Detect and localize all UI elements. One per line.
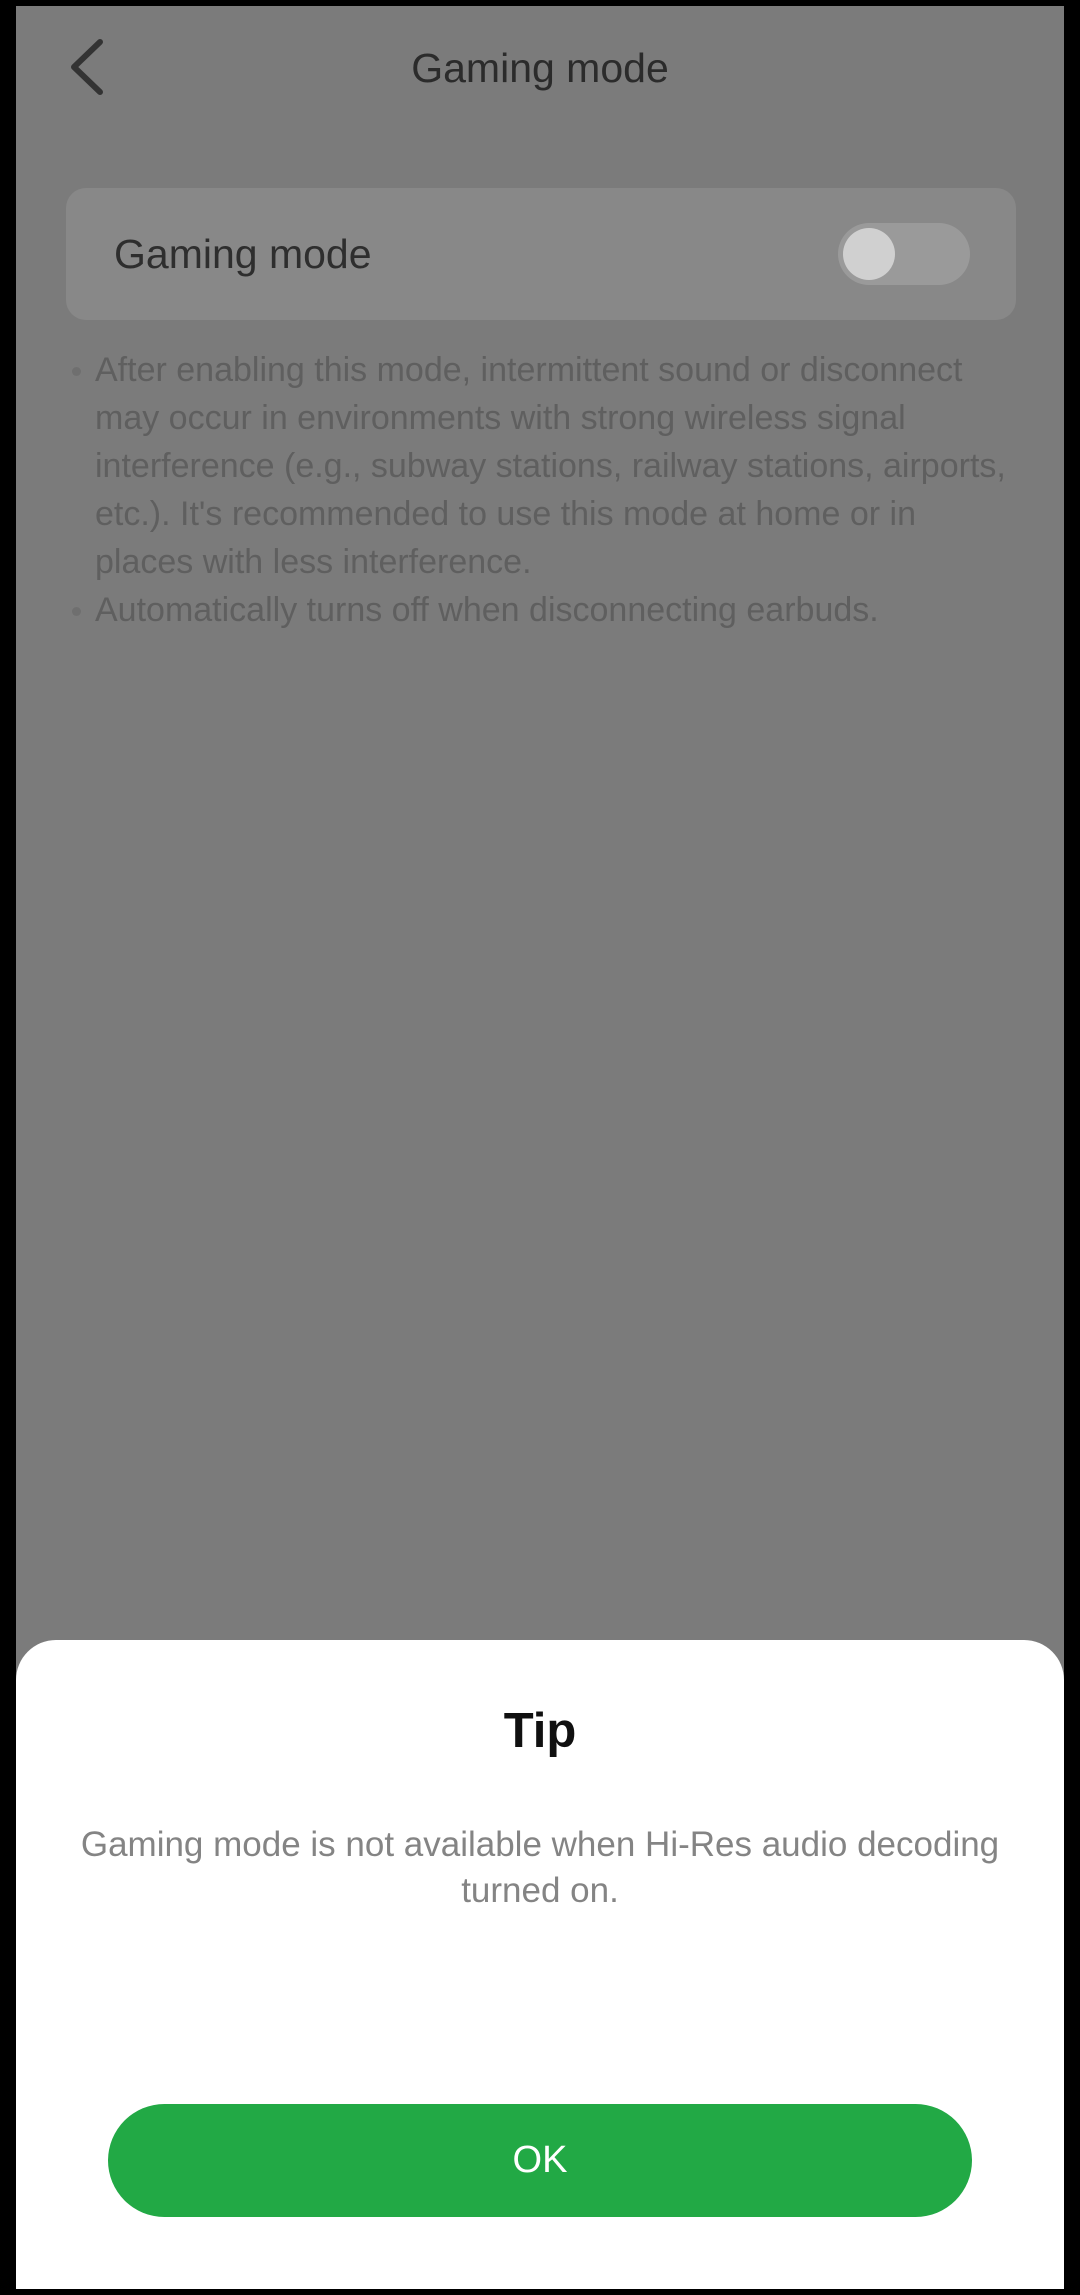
ok-button[interactable]: OK <box>108 2104 972 2217</box>
gaming-mode-row[interactable] <box>66 188 1016 320</box>
gaming-mode-label: Gaming mode <box>114 230 372 277</box>
list-item: After enabling this mode, intermittent sound or disconnect may occur in environments with strong wireless signal interference (e.g., subway stations, railway stations, airports, etc.). It's recommended to use this mode at home or in places with less interference. <box>66 346 1016 586</box>
list-item: Automatically turns off when disconnecting earbuds. <box>66 586 1016 634</box>
toggle-knob <box>843 228 895 280</box>
tip-dialog <box>16 1640 1064 2289</box>
page-title: Gaming mode <box>411 45 669 91</box>
notes-list <box>66 346 1016 634</box>
app-bar <box>16 6 1064 131</box>
dialog-title: Tip <box>503 1704 577 1758</box>
gaming-mode-toggle[interactable] <box>838 223 970 285</box>
dialog-message: Gaming mode is not available when Hi-Res audio decoding turned on. <box>80 1825 1000 1910</box>
